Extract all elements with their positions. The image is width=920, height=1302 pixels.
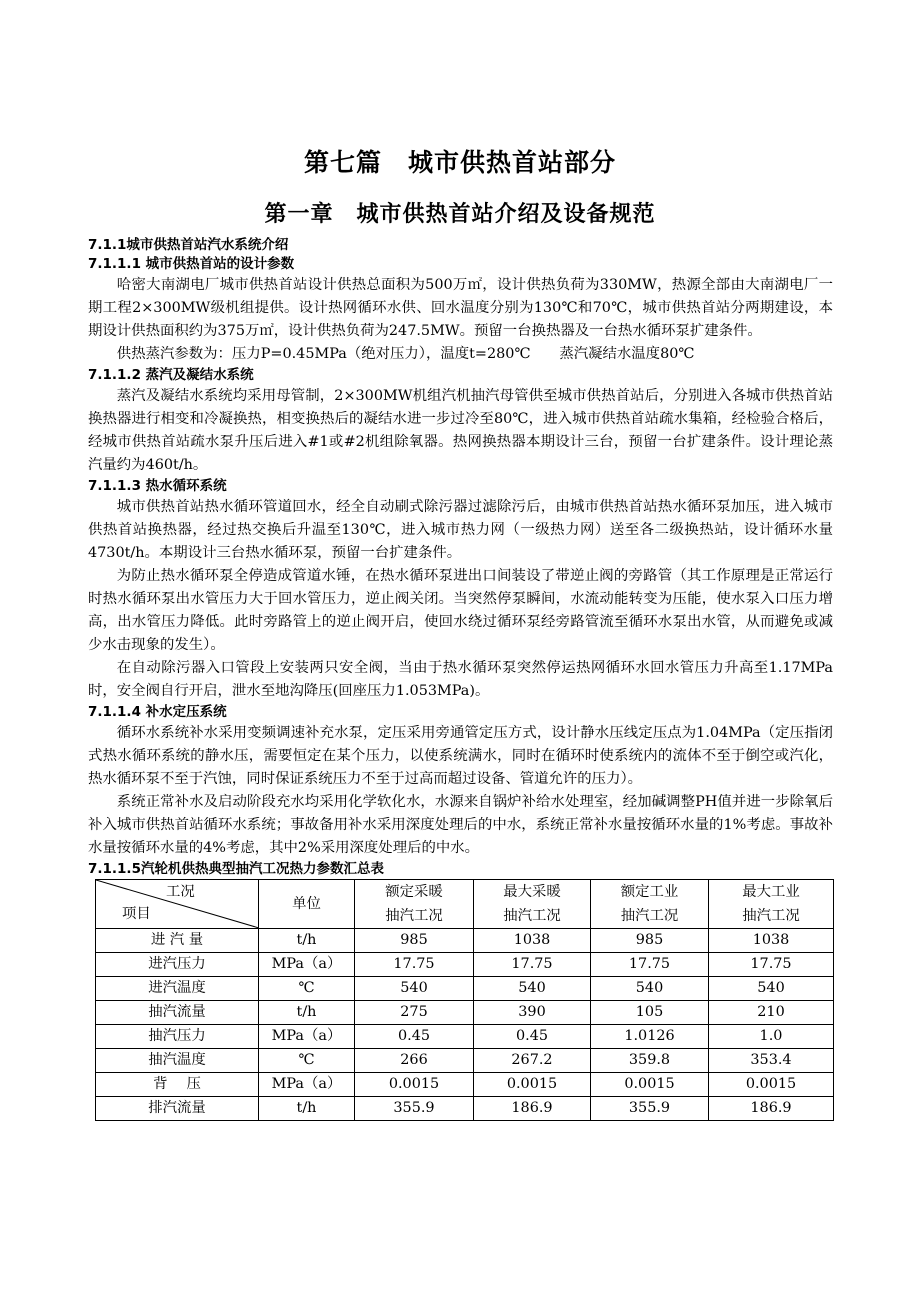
row-unit: MPa（a） xyxy=(259,1073,355,1097)
paragraph-water-hammer: 为防止热水循环泵全停造成管道水锤，在热水循环泵进出口间装设了带逆止阀的旁路管（其工作原理是正常运行时热水循环泵出水管压力大于回水管压力，逆止阀关闭。当突然停泵瞬间，水流动能转变为压能，使水泵入口压力增高，出水管压力降低。此时旁路管上的逆止阀开启，使回水绕过循环泵经旁路管流至循环水泵出水管，从而避免或减少水击现象的发生）。 xyxy=(88,568,833,653)
row-value: 540 xyxy=(474,977,591,1001)
heading-7-1-1-1: 7.1.1.1 城市供热首站的设计参数 xyxy=(88,256,295,272)
paragraph-safety-valve: 在自动除污器入口管段上安装两只安全阀，当由于热水循环泵突然停运热网循环水回水管压力升高至1.17MPa时，安全阀自行开启，泄水至地沟降压(回座压力1.053MPa)。 xyxy=(88,660,833,699)
header-condition-label: 工况 xyxy=(166,884,195,900)
table-row xyxy=(96,1097,834,1121)
row-unit: ℃ xyxy=(259,977,355,1001)
row-value: 210 xyxy=(709,1001,834,1025)
header-col-2 xyxy=(474,880,591,929)
row-unit: t/h xyxy=(259,1001,355,1025)
table-row xyxy=(96,929,834,953)
diagonal-header-cell xyxy=(96,880,259,929)
header-unit: 单位 xyxy=(259,880,355,929)
row-value: 0.45 xyxy=(355,1025,474,1049)
header-col-4-line-1: 最大工业 xyxy=(742,884,800,900)
row-value: 275 xyxy=(355,1001,474,1025)
row-unit: t/h xyxy=(259,929,355,953)
row-unit: MPa（a） xyxy=(259,1025,355,1049)
header-col-3-line-1: 额定工业 xyxy=(620,884,679,900)
row-value: 17.75 xyxy=(591,953,709,977)
row-value: 1.0 xyxy=(709,1025,834,1049)
row-value: 540 xyxy=(355,977,474,1001)
row-value: 985 xyxy=(355,929,474,953)
row-item: 进汽温度 xyxy=(96,977,259,1001)
paragraph-design-parameters: 哈密大南湖电厂城市供热首站设计供热总面积为500万㎡，设计供热负荷为330MW，热源全部由大南湖电厂一期工程2×300MW级机组提供。设计热网循环水供、回水温度分别为130℃和70℃，城市供热首站分两期建设，本期设计供热面积约为375万㎡，设计供热负荷为247.5MW。预留一台换热器及一台热水循环泵扩建条件。 xyxy=(88,277,833,339)
table-row xyxy=(96,977,834,1001)
header-item-label: 项目 xyxy=(122,906,151,922)
heading-7-1-1-3: 7.1.1.3 热水循环系统 xyxy=(88,478,227,494)
header-col-2-line-2: 抽汽工况 xyxy=(503,908,561,924)
row-item: 背 压 xyxy=(96,1073,259,1097)
extraction-parameters-table xyxy=(95,879,834,1121)
paragraph-hot-water-loop: 城市供热首站热水循环管道回水，经全自动刷式除污器过滤除污后，由城市供热首站热水循环泵加压，进入城市供热首站换热器，经过热交换后升温至130℃，进入城市热力网（一级热力网）送至各二级换热站，设计循环水量4730t/h。本期设计三台热水循环泵，预留一台扩建条件。 xyxy=(88,499,833,561)
header-col-2-line-1: 最大采暖 xyxy=(503,884,561,900)
header-col-1 xyxy=(355,880,474,929)
table-header-row xyxy=(96,880,834,929)
part-title: 第七篇 城市供热首站部分 xyxy=(303,148,616,177)
row-value: 353.4 xyxy=(709,1049,834,1073)
heading-7-1-1: 7.1.1城市供热首站汽水系统介绍 xyxy=(88,237,289,253)
paragraph-pressurization: 循环水系统补水采用变频调速补充水泵，定压采用旁通管定压方式，设计静水压线定压点为1.04MPa（定压指闭式热水循环系统的静水压，需要恒定在某个压力，以使系统满水，同时在循环时使系统内的流体不至于倒空或汽化，热水循环泵不至于汽蚀，同时保证系统压力不至于过高而超过设备、管道允许的压力）。 xyxy=(88,725,833,787)
row-value: 355.9 xyxy=(591,1097,709,1121)
row-item: 排汽流量 xyxy=(96,1097,259,1121)
row-unit: MPa（a） xyxy=(259,953,355,977)
row-value: 390 xyxy=(474,1001,591,1025)
row-value: 17.75 xyxy=(709,953,834,977)
table-row xyxy=(96,1049,834,1073)
table-row xyxy=(96,1025,834,1049)
paragraph-steam-parameters: 供热蒸汽参数为：压力P=0.45MPa（绝对压力），温度t=280℃ 蒸汽凝结水温度80℃ xyxy=(116,346,695,362)
row-value: 267.2 xyxy=(474,1049,591,1073)
row-item: 抽汽压力 xyxy=(96,1025,259,1049)
chapter-title: 第一章 城市供热首站介绍及设备规范 xyxy=(264,202,656,227)
table-row xyxy=(96,953,834,977)
row-item: 抽汽流量 xyxy=(96,1001,259,1025)
row-value: 985 xyxy=(591,929,709,953)
header-col-1-line-2: 抽汽工况 xyxy=(385,908,443,924)
header-col-1-line-1: 额定采暖 xyxy=(385,884,443,900)
row-value: 355.9 xyxy=(355,1097,474,1121)
heading-7-1-1-5: 7.1.1.5汽轮机供热典型抽汽工况热力参数汇总表 xyxy=(88,861,384,877)
row-item: 进 汽 量 xyxy=(96,929,259,953)
header-col-3-line-2: 抽汽工况 xyxy=(620,908,679,924)
heading-7-1-1-2: 7.1.1.2 蒸汽及凝结水系统 xyxy=(88,367,254,383)
row-value: 0.0015 xyxy=(474,1073,591,1097)
header-col-4 xyxy=(709,880,834,929)
row-value: 0.0015 xyxy=(591,1073,709,1097)
document-body xyxy=(88,236,833,1121)
row-value: 186.9 xyxy=(474,1097,591,1121)
row-value: 0.0015 xyxy=(355,1073,474,1097)
row-unit: t/h xyxy=(259,1097,355,1121)
row-value: 359.8 xyxy=(591,1049,709,1073)
row-item: 进汽压力 xyxy=(96,953,259,977)
paragraph-makeup-water: 系统正常补水及启动阶段充水均采用化学软化水，水源来自锅炉补给水处理室，经加碱调整PH值并进一步除氧后补入城市供热首站循环水系统；事故备用补水采用深度处理后的中水，系统正常补水量按循环水量的1%考虑。事故补水量按循环水量的4%考虑，其中2%采用深度处理后的中水。 xyxy=(88,794,833,856)
row-value: 17.75 xyxy=(474,953,591,977)
row-value: 1038 xyxy=(474,929,591,953)
header-col-4-line-2: 抽汽工况 xyxy=(742,908,800,924)
heading-7-1-1-4: 7.1.1.4 补水定压系统 xyxy=(88,704,227,720)
row-value: 186.9 xyxy=(709,1097,834,1121)
row-value: 266 xyxy=(355,1049,474,1073)
row-value: 540 xyxy=(709,977,834,1001)
row-value: 0.0015 xyxy=(709,1073,834,1097)
row-value: 1038 xyxy=(709,929,834,953)
row-unit: ℃ xyxy=(259,1049,355,1073)
row-item: 抽汽温度 xyxy=(96,1049,259,1073)
paragraph-steam-condensate: 蒸汽及凝结水系统均采用母管制，2×300MW机组汽机抽汽母管供至城市供热首站后，分别进入各城市供热首站换热器进行相变和冷凝换热，相变换热后的凝结水进一步过冷至80℃，进入城市供热首站疏水集箱，经检验合格后，经城市供热首站疏水泵升压后进入#1或#2机组除氧器。热网换热器本期设计三台，预留一台扩建条件。设计理论蒸汽量约为460t/h。 xyxy=(88,388,833,473)
row-value: 105 xyxy=(591,1001,709,1025)
row-value: 540 xyxy=(591,977,709,1001)
table-row xyxy=(96,1001,834,1025)
row-value: 0.45 xyxy=(474,1025,591,1049)
row-value: 1.0126 xyxy=(591,1025,709,1049)
row-value: 17.75 xyxy=(355,953,474,977)
header-col-3 xyxy=(591,880,709,929)
table-row xyxy=(96,1073,834,1097)
